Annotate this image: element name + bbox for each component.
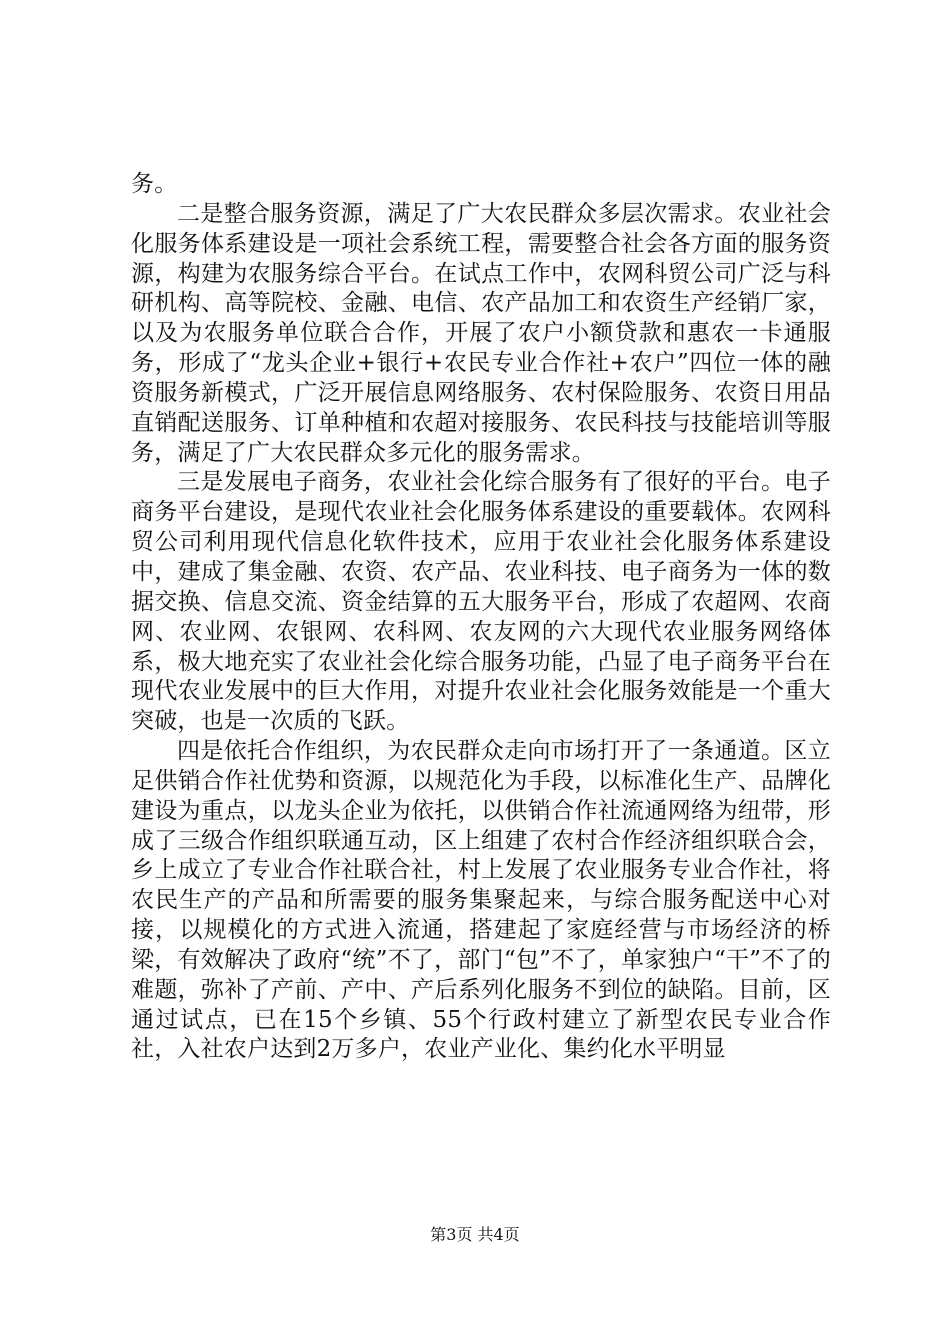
paragraph-integrate-service-resources: 二是整合服务资源，满足了广大农民群众多层次需求。农业社会化服务体系建设是一项社会系统工程，需要整合社会各方面的服务资源，构建为农服务综合平台。在试点工作中，农网科贸公司广泛与科研机构、高等院校、金融、电信、农产品加工和农资生产经销厂家，以及为农服务单位联合合作，开展了农户小额贷款和惠农一卡通服务，形成了“龙头企业+银行+农民专业合作社+农户”四位一体的融资服务新模式，广泛开展信息网络服务、农村保险服务、农资日用品直销配送服务、订单种植和农超对接服务、农民科技与技能培训等服务，满足了广大农民群众多元化的服务需求。: [131, 200, 831, 466]
paragraph-develop-e-commerce: 三是发展电子商务，农业社会化综合服务有了很好的平台。电子商务平台建设，是现代农业社会化服务体系建设的重要载体。农网科贸公司利用现代信息化软件技术，应用于农业社会化服务体系建设中，建成了集金融、农资、农产品、农业科技、电子商务为一体的数据交换、信息交流、资金结算的五大服务平台，形成了农超网、农商网、农业网、农银网、农科网、农友网的六大现代农业服务网络体系，极大地充实了农业社会化综合服务功能，凸显了电子商务平台在现代农业发展中的巨大作用，对提升农业社会化服务效能是一个重大突破，也是一次质的飞跃。: [131, 469, 831, 735]
paragraph-cooperative-organizations: 四是依托合作组织，为农民群众走向市场打开了一条通道。区立足供销合作社优势和资源，以规范化为手段，以标准化生产、品牌化建设为重点，以龙头企业为依托，以供销合作社流通网络为纽带，形成了三级合作组织联通互动，区上组建了农村合作经济组织联合会，乡上成立了专业合作社联合社，村上发展了农业服务专业合作社，将农民生产的产品和所需要的服务集聚起来，与综合服务配送中心对接，以规模化的方式进入流通，搭建起了家庭经营与市场经济的桥梁，有效解决了政府“统”不了，部门“包”不了，单家独户“干”不了的难题，弥补了产前、产中、产后系列化服务不到位的缺陷。目前，区通过试点，已在15个乡镇、55个行政村建立了新型农民专业合作社，入社农户达到2万多户，农业产业化、集约化水平明显: [131, 738, 831, 1063]
page-footer: 第3页 共4页: [430, 1225, 520, 1244]
document-body: [131, 170, 831, 1065]
paragraph-continuation: 务。: [131, 171, 178, 197]
